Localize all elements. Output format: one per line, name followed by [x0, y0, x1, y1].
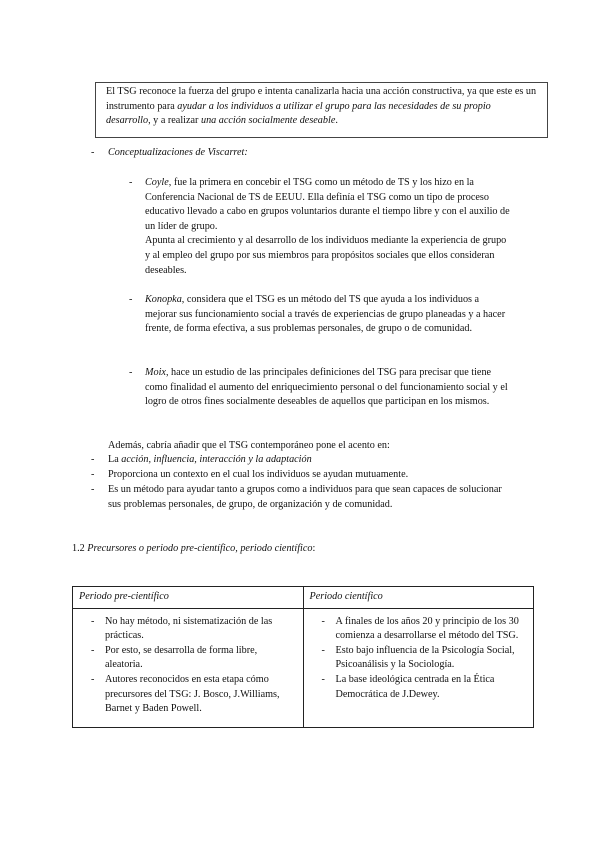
heading-colon: : [312, 543, 316, 554]
table-header-row [73, 587, 534, 609]
bullet-dash: - [129, 177, 133, 188]
scientific-list [310, 615, 528, 703]
quote-text-2: , y a realizar [148, 115, 201, 127]
list-item: - A finales de los años 20 y principio de los 30 comienza a desarrollarse el método del TSG. [312, 615, 528, 644]
author-text: , hace un estudio de las principales definiciones del TSG para precisar que tiene como finalidad el aumento del enriquecimiento personal o del funcionamiento social y el logro de otros fines socialmente deseables de aquellos que participan en los mismos. [145, 367, 508, 408]
pre-list [79, 615, 297, 717]
author-name: Konopka [145, 294, 182, 305]
author-konopka [145, 293, 513, 337]
heading-text: Precursores o periodo pre-científico, periodo científico [87, 543, 313, 554]
emphasis-item-1-text: La [108, 454, 122, 465]
bullet-dash: - [91, 454, 95, 465]
author-name: Coyle [145, 177, 169, 188]
author-text: , fue la primera en concebir el TSG como un método de TS y los hizo en la Conferencia Nacional de TS de EEUU. Ella definía el TSG como un tipo de proceso educativo llevado a cabo en grupos voluntarios durante el tiempo libre y con el auxilio de un líder de grupo. [145, 177, 510, 232]
section-heading: Conceptualizaciones de Viscarret: [108, 147, 248, 158]
ademas-paragraph: Además, cabría añadir que el TSG contemporáneo pone el acento en: [108, 440, 390, 451]
bullet-dash: - [129, 294, 133, 305]
list-item: - No hay método, ni sistematización de las prácticas. [81, 615, 297, 644]
heading-number: 1.2 [72, 543, 88, 554]
quote-text-3: . [335, 115, 338, 127]
emphasis-item-2: Proporciona un contexto en el cual los individuos se ayudan mutuamente. [108, 469, 409, 480]
precursors-heading [72, 542, 315, 557]
emphasis-item-1 [108, 453, 312, 468]
author-coyle [145, 176, 513, 278]
bullet-dash: - [91, 484, 95, 495]
emphasis-item-1-italic: acción, influencia, interacción y la adaptación [121, 454, 312, 465]
bullet-dash: - [129, 367, 133, 378]
author-name: Moix [145, 367, 166, 378]
author-extra: Apunta al crecimiento y al desarrollo de los individuos mediante la experiencia de grupo y al empleo del grupo por sus miembros para propósitos sociales que ellos consideran deseables. [145, 235, 507, 276]
quote-emphasis-2: una acción socialmente deseable [200, 115, 336, 127]
author-moix [145, 366, 513, 410]
quote-text: El TSG reconoce la fuerza del grupo e intenta canalizarla hacia una acción constructiva, ya que este es un instrumento para [106, 86, 537, 112]
quote-box [95, 82, 548, 138]
emphasis-item-3: Es un método para ayudar tanto a grupos como a individuos para que sean capaces de solucionar sus problemas personales, de grupo, de organización y de comunidad. [108, 484, 502, 510]
table-header-pre: Periodo pre-científico [73, 587, 304, 609]
table-header-scientific: Periodo científico [303, 587, 534, 609]
author-text: , considera que el TSG es un método del TS que ayuda a los individuos a mejorar sus funcionamiento social a través de experiencias de grupo planeadas y a hacer frente, de forma efectiva, a sus problemas personales, de grupo o de comunidad. [145, 294, 506, 335]
quote-emphasis-1: ayudar a los individuos a utilizar el grupo para las necesidades de su propio desarrollo [106, 100, 491, 127]
periods-table [72, 586, 534, 728]
list-item: - Autores reconocidos en esta etapa cómo precursores del TSG: J. Bosco, J.Williams, Barnet y Baden Powell. [81, 673, 297, 717]
list-item: - Esto bajo influencia de la Psicología Social, Psicoanálisis y la Sociología. [312, 644, 528, 673]
table-row [73, 608, 534, 727]
list-item: - Por esto, se desarrolla de forma libre, aleatoria. [81, 644, 297, 673]
bullet-dash: - [91, 469, 95, 480]
table-cell-scientific [303, 608, 534, 727]
bullet-dash: - [91, 147, 95, 158]
list-item: - La base ideológica centrada en la Ética Democrática de J.Dewey. [312, 673, 528, 702]
table-cell-pre [73, 608, 304, 727]
